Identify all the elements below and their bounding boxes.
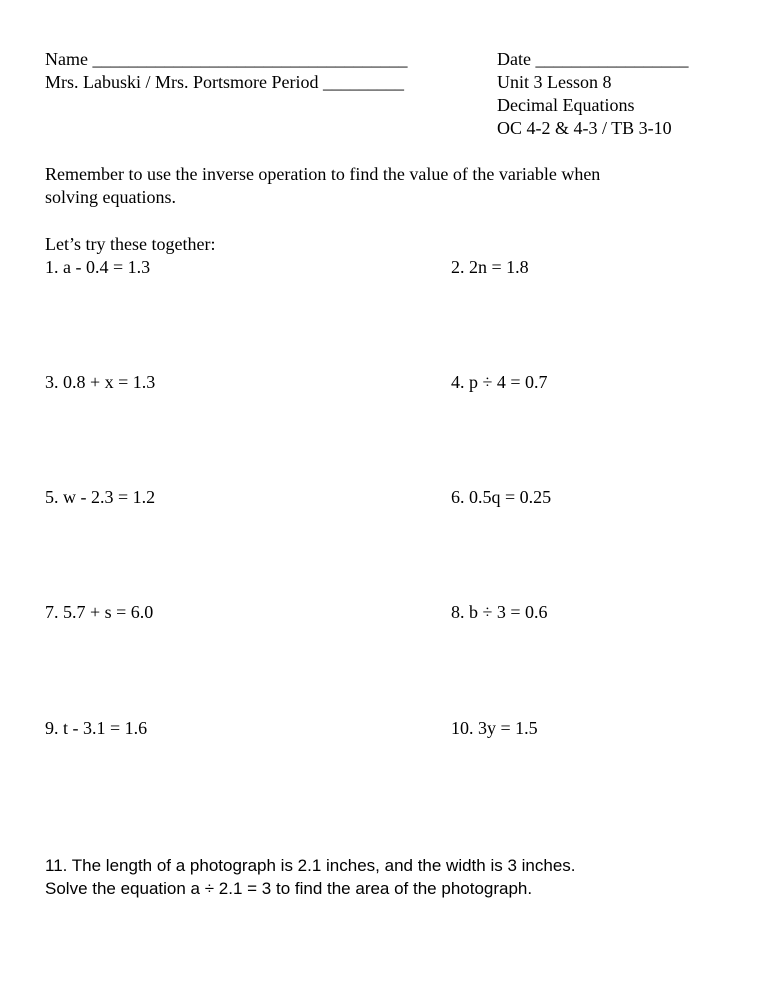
instructions-line-2: solving equations. (45, 187, 176, 207)
unit-lesson: Unit 3 Lesson 8 (497, 72, 612, 92)
problem-3: 3. 0.8 + x = 1.3 (45, 372, 156, 392)
name-line: Name ___________________________________ (45, 49, 408, 69)
word-problem-line-2: Solve the equation a ÷ 2.1 = 3 to find the area of the photograph. (45, 879, 533, 898)
instructions-line-1: Remember to use the inverse operation to find the value of the variable when (45, 164, 601, 184)
problem-8: 8. b ÷ 3 = 0.6 (451, 602, 548, 622)
problem-5: 5. w - 2.3 = 1.2 (45, 487, 156, 507)
problem-10: 10. 3y = 1.5 (451, 718, 538, 738)
problem-4: 4. p ÷ 4 = 0.7 (451, 372, 548, 392)
problem-1: 1. a - 0.4 = 1.3 (45, 257, 151, 277)
word-problem-line-1: 11. The length of a photograph is 2.1 inches, and the width is 3 inches. (45, 856, 576, 875)
problem-2: 2. 2n = 1.8 (451, 257, 529, 277)
problem-6: 6. 0.5q = 0.25 (451, 487, 552, 507)
teacher-period-line: Mrs. Labuski / Mrs. Portsmore Period _________ (45, 72, 404, 92)
problem-7: 7. 5.7 + s = 6.0 (45, 602, 154, 622)
date-line: Date _________________ (497, 49, 689, 69)
lesson-topic: Decimal Equations (497, 95, 635, 115)
problem-9: 9. t - 3.1 = 1.6 (45, 718, 148, 738)
section-heading: Let’s try these together: (45, 234, 216, 254)
lesson-reference: OC 4-2 & 4-3 / TB 3-10 (497, 118, 672, 138)
